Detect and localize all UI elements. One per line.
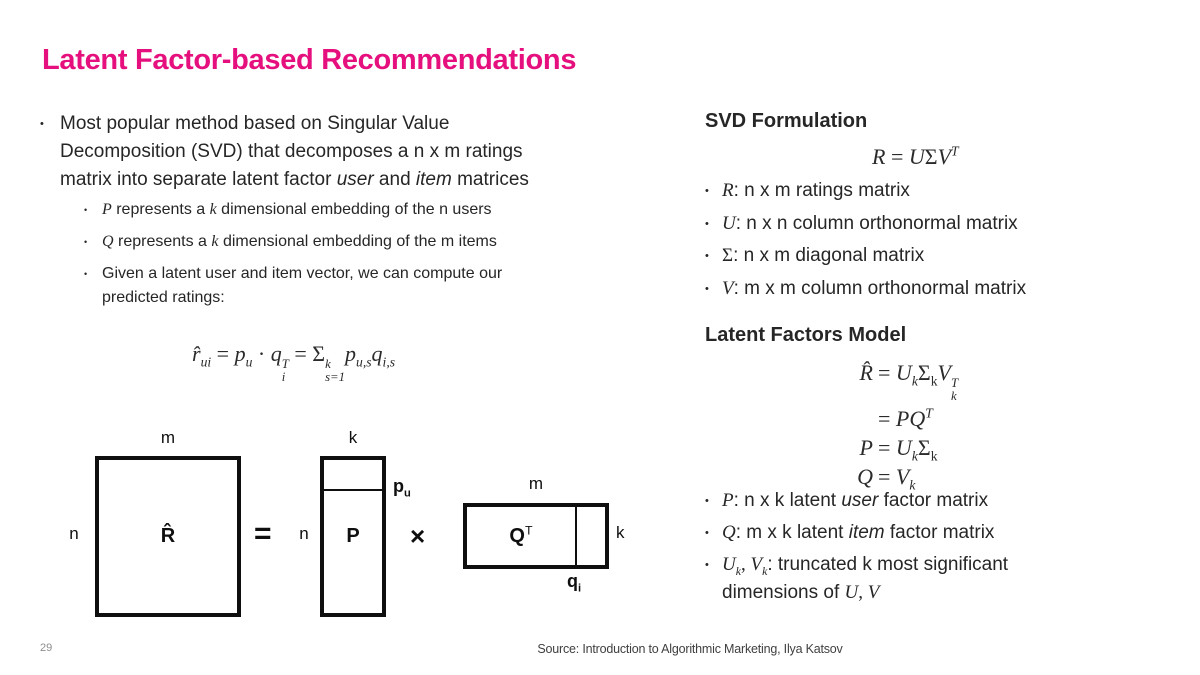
lfm-bullet-p [705, 487, 1165, 515]
latent-factors-formula [788, 358, 958, 491]
sub-bullet-list [84, 198, 644, 318]
matrix-q-transpose-label-wrap [467, 507, 575, 565]
lfm-bullet-q [705, 519, 1165, 547]
svd-bullet-v [705, 275, 1165, 303]
lfm-line-1-lhs: R̂ [859, 360, 873, 385]
svd-formulation-heading: SVD Formulation [705, 110, 868, 132]
dim-label-n-rhat: n [69, 524, 79, 543]
matrix-r-hat [95, 456, 241, 617]
sub-bullet-q [84, 230, 644, 254]
lfm-bullet-ukvk-text: $U_k$, $V_k$: truncated k most significant dimensions of U, V [722, 554, 1009, 603]
bullet-marker [40, 110, 60, 194]
equals-sign: = [254, 517, 272, 550]
svd-bullet-r [705, 177, 1165, 205]
lfm-bullet-list [705, 487, 1165, 611]
dim-label-m-q: m [528, 474, 544, 493]
lfm-line-3-rhs: = $U_k\Sigma_k$ [878, 434, 938, 464]
lfm-line-3-lhs: P [859, 434, 873, 460]
svd-bullet-r-text: R: n x m ratings matrix [722, 180, 910, 201]
matrix-p [320, 456, 386, 617]
lfm-formula-line-1 [788, 358, 958, 404]
multiply-sign: × [410, 521, 426, 551]
lfm-formula-line-2 [788, 404, 958, 433]
sub-bullet-ratings-text: Given a latent user and item vector, we can compute our predicted ratings: [102, 265, 503, 306]
bullet-marker [705, 519, 722, 547]
matrix-q-transpose-label: $Q^T$ [509, 522, 533, 547]
predicted-ratings-formula: $r̂_{ui} = p_u \cdot q$ T i = Σ k s=1 $p_{u,s}q_{i,s}$ [192, 341, 396, 385]
bullet-marker [705, 487, 722, 515]
dim-label-k-p: k [348, 428, 358, 447]
lfm-line-2-rhs: = $PQ^T$ [878, 405, 933, 431]
svd-bullet-v-text: V: m x m column orthonormal matrix [722, 277, 1027, 299]
bullet-marker [84, 230, 102, 254]
bullet-marker [705, 210, 722, 238]
sub-bullet-p-text: P represents a k dimensional embedding of the n users [102, 201, 492, 218]
source-credit: Source: Introduction to Algorithmic Marketing, Ilya Katsov [537, 642, 843, 656]
dim-label-m-rhat: m [160, 428, 176, 447]
bullet-marker [705, 551, 722, 607]
slide-title: Latent Factor-based Recommendations [42, 44, 577, 76]
lfm-bullet-q-text: Q: m x k latent item factor matrix [722, 522, 995, 543]
p-u-row-label: $p_u$ [393, 476, 411, 500]
lfm-bullet-p-text: P: n x k latent user factor matrix [722, 490, 989, 511]
matrix-r-hat-label: R̂ [160, 525, 176, 547]
q-column-divider [575, 507, 577, 565]
svd-formula: $R = U\Sigma V^T$ [872, 143, 959, 169]
lfm-line-4-lhs: Q [857, 463, 873, 489]
bullet-marker [84, 198, 102, 222]
matrix-p-label: P [346, 525, 360, 547]
lfm-line-1-rhs: = $U_k\Sigma_kV$ T k [878, 360, 959, 404]
svd-bullet-u [705, 210, 1165, 238]
lfm-formula-line-3 [788, 433, 958, 462]
bullet-marker [705, 275, 722, 303]
page-number: 29 [40, 642, 53, 654]
matrix-q-transpose [463, 503, 609, 569]
svd-bullet-list [705, 177, 1165, 307]
lfm-line-2-lhs [788, 404, 873, 433]
bullet-marker [705, 242, 722, 270]
dim-label-k-q: k [616, 523, 625, 542]
sub-bullet-q-text: Q represents a k dimensional embedding of the m items [102, 233, 497, 250]
bullet-marker [705, 177, 722, 205]
lfm-bullet-ukvk [705, 551, 1165, 607]
main-bullet [40, 110, 640, 194]
sub-bullet-ratings [84, 262, 644, 310]
lfm-line-4-rhs: = $V_k$ [878, 463, 916, 493]
svd-bullet-u-text: U: n x n column orthonormal matrix [722, 212, 1018, 234]
svd-bullet-sigma [705, 242, 1165, 270]
latent-factors-model-heading: Latent Factors Model [705, 324, 907, 346]
sub-bullet-p [84, 198, 644, 222]
main-bullet-text: Most popular method based on Singular Value Decomposition (SVD) that decomposes a n x m ratings matrix into separate latent factor user and item matrices [60, 113, 529, 190]
bullet-marker [84, 262, 102, 310]
p-row-divider [324, 489, 382, 491]
q-i-column-label: $q_i$ [567, 571, 582, 595]
svd-bullet-sigma-text: Σ: n x m diagonal matrix [722, 245, 925, 266]
dim-label-n-p: n [299, 524, 309, 543]
